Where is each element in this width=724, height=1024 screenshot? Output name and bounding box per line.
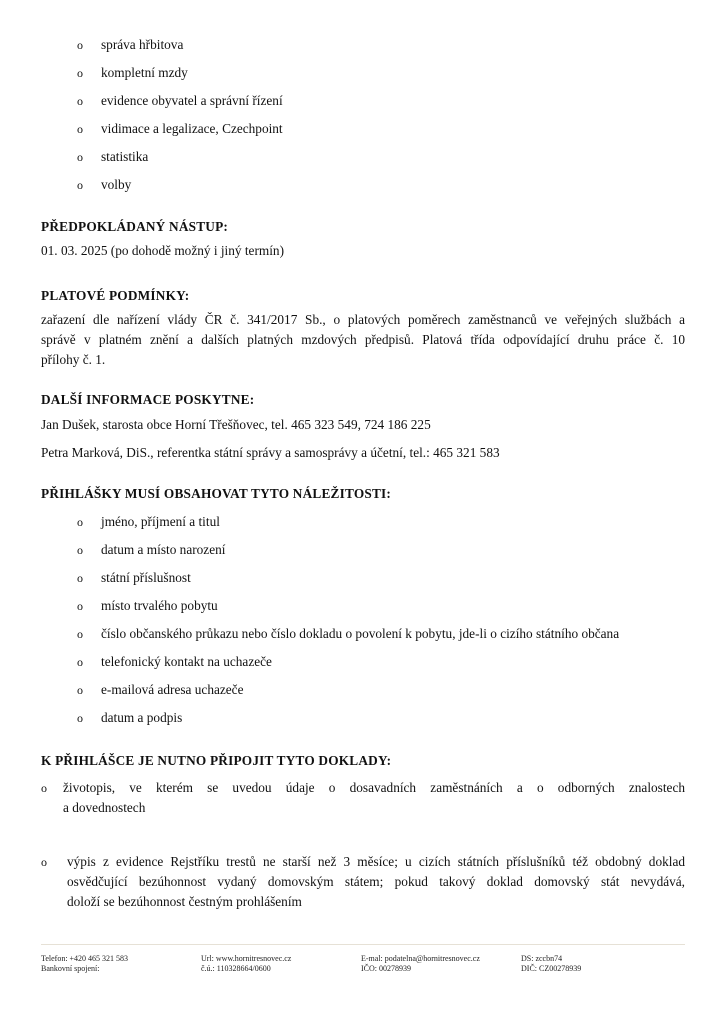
bullet-icon: o — [77, 627, 83, 641]
contact-line: Jan Dušek, starosta obce Horní Třešňovec, tel. 465 323 549, 724 186 225 — [41, 417, 431, 432]
contact-line: Petra Marková, DiS., referentka státní správy a samosprávy a účetní, tel.: 465 321 583 — [41, 445, 500, 460]
bullet-icon: o — [77, 66, 83, 80]
bullet-icon: o — [41, 781, 47, 795]
salary-paragraph: zařazení dle nařízení vlády ČR č. 341/2017 Sb., o platových poměrech zaměstnanců ve veřejných službách a správě v platném znění a dalších platných mzdových předpisů. Platová třída odpovídající druhu práce č. 10 přílohy č. 1. — [41, 312, 685, 367]
bullet-icon: o — [77, 655, 83, 669]
bullet-icon: o — [77, 122, 83, 136]
list-item: o státní příslušnost — [77, 570, 191, 585]
section-heading-salary: PLATOVÉ PODMÍNKY: — [41, 288, 190, 303]
list-item: o datum a podpis — [77, 710, 183, 725]
list-item: o e-mailová adresa uchazeče — [77, 682, 244, 697]
list-item: o kompletní mzdy — [77, 65, 188, 80]
section-heading-documents: K PŘIHLÁŠCE JE NUTNO PŘIPOJIT TYTO DOKLADY: — [41, 753, 392, 768]
footer-contact: Telefon: +420 465 321 583 Bankovní spojení: — [41, 954, 129, 973]
list-item: o evidence obyvatel a správní řízení — [77, 93, 283, 108]
bullet-icon: o — [77, 599, 83, 613]
bullet-icon: o — [77, 571, 83, 585]
bullet-icon: o — [77, 543, 83, 557]
footer-ids: DS: zccbn74 DIČ: CZ00278939 — [521, 954, 582, 973]
bullet-icon: o — [77, 515, 83, 529]
section-heading-contact: DALŠÍ INFORMACE POSKYTNE: — [41, 392, 255, 407]
document-item-criminal-record: o výpis z evidence Rejstříku trestů ne starší než 3 měsíce; u cizích státních příslušníků též obdobný doklad osvědčující bezúhonnost vydaný domovským státem; pokud takový doklad domovský stát nevydává, doloží se bezúhonnost čestným prohlášením — [41, 854, 685, 909]
list-item: o vidimace a legalizace, Czechpoint — [77, 121, 283, 136]
list-item: o místo trvalého pobytu — [77, 598, 218, 613]
bullet-icon: o — [77, 711, 83, 725]
bullet-icon: o — [77, 94, 83, 108]
bullet-icon: o — [77, 683, 83, 697]
document-item-cv: o životopis, ve kterém se uvedou údaje o dosavadních zaměstnáních a o odborných znalostech a dovednostech — [41, 780, 685, 815]
footer-web: Url: www.hornitresnovec.cz č.ú.: 110328664/0600 — [201, 954, 292, 973]
list-item: o datum a místo narození — [77, 542, 226, 557]
section-heading-application: PŘIHLÁŠKY MUSÍ OBSAHOVAT TYTO NÁLEŽITOSTI: — [41, 486, 392, 501]
list-item: o správa hřbitova — [77, 37, 184, 52]
bullet-icon: o — [77, 178, 83, 192]
list-item: o číslo občanského průkazu nebo číslo dokladu o povolení k pobytu, jde-li o cizího státního občana — [77, 626, 620, 641]
bullet-icon: o — [41, 855, 47, 869]
footer-email: E-mal: podatelna@hornitresnovec.cz IČO: 00278939 — [361, 954, 480, 973]
bullet-icon: o — [77, 150, 83, 164]
bullet-icon: o — [77, 38, 83, 52]
list-item: o volby — [77, 177, 132, 192]
footer-divider — [41, 944, 685, 945]
list-item: o telefonický kontakt na uchazeče — [77, 654, 272, 669]
list-item: o statistika — [77, 149, 149, 164]
section-heading-start: PŘEDPOKLÁDANÝ NÁSTUP: — [41, 219, 229, 234]
start-date-text: 01. 03. 2025 (po dohodě možný i jiný termín) — [41, 243, 285, 258]
list-item: o jméno, příjmení a titul — [77, 514, 220, 529]
